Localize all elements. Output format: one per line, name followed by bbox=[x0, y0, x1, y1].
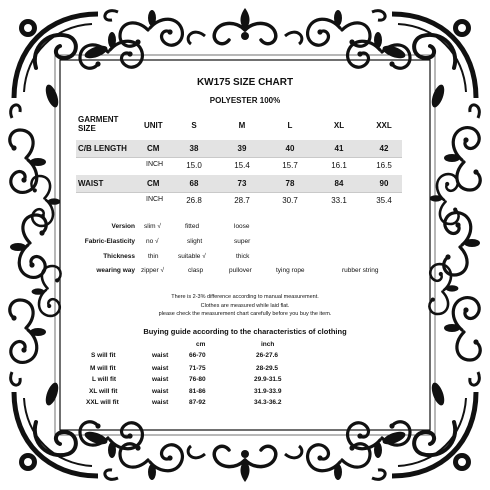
guide-inch: 29.9-31.5 bbox=[254, 376, 282, 383]
feature-option: super bbox=[234, 238, 251, 245]
feature-option: rubber string bbox=[342, 267, 379, 274]
size-header-l: L bbox=[287, 121, 293, 130]
table-cell: 15.7 bbox=[282, 161, 298, 170]
table-cell: 42 bbox=[379, 144, 389, 153]
table-divider bbox=[76, 192, 402, 193]
table-cell: 78 bbox=[285, 179, 295, 188]
feature-option: tying rope bbox=[276, 267, 305, 274]
feature-option: fitted bbox=[185, 223, 200, 230]
table-cell: 68 bbox=[189, 179, 199, 188]
table-cell: 16.1 bbox=[331, 161, 347, 170]
feature-option: slim √ bbox=[144, 223, 161, 230]
note-laid-flat: Clothes are measured while laid flat. bbox=[200, 303, 290, 309]
guide-part: waist bbox=[152, 376, 169, 383]
table-cell: 30.7 bbox=[282, 196, 298, 205]
guide-cm: 71-75 bbox=[189, 365, 206, 372]
guide-cm: 81-86 bbox=[189, 388, 206, 395]
table-cell: 41 bbox=[334, 144, 344, 153]
guide-size: XXL will fit bbox=[86, 399, 119, 406]
table-cell: 39 bbox=[237, 144, 247, 153]
row-unit: INCH bbox=[146, 161, 164, 168]
feature-option: suitable √ bbox=[178, 253, 206, 260]
garment-header-line1: GARMENT bbox=[78, 115, 119, 124]
garment-size-header bbox=[78, 115, 118, 133]
table-cell: 15.4 bbox=[234, 161, 250, 170]
table-cell: 33.1 bbox=[331, 196, 347, 205]
guide-part: waist bbox=[152, 365, 169, 372]
guide-inch: 26-27.6 bbox=[256, 352, 279, 359]
feature-option: zipper √ bbox=[141, 267, 165, 274]
row-label-cb-length: C/B LENGTH bbox=[78, 144, 127, 153]
feature-option: clasp bbox=[188, 267, 204, 274]
table-cell: 40 bbox=[285, 144, 295, 153]
table-cell: 73 bbox=[237, 179, 247, 188]
table-cell: 15.0 bbox=[186, 161, 202, 170]
feature-label-elasticity: Fabric-Elasticity bbox=[84, 238, 135, 245]
feature-option: loose bbox=[234, 223, 250, 230]
table-divider bbox=[76, 157, 402, 158]
feature-option: thick bbox=[236, 253, 250, 260]
note-measurement-difference: There is 2-3% difference according to manual measurement. bbox=[171, 294, 319, 300]
feature-label-version: Version bbox=[111, 223, 135, 230]
chart-title: KW175 SIZE CHART bbox=[196, 77, 294, 88]
table-cell: 26.8 bbox=[186, 196, 202, 205]
size-header-s: S bbox=[191, 121, 197, 130]
guide-part: waist bbox=[152, 388, 169, 395]
table-cell: 84 bbox=[334, 179, 344, 188]
buying-guide-inch-header: inch bbox=[261, 341, 275, 348]
guide-cm: 66-70 bbox=[189, 352, 206, 359]
guide-part: waist bbox=[152, 399, 169, 406]
buying-guide-title: Buying guide according to the characteristics of clothing bbox=[143, 327, 347, 336]
row-unit: CM bbox=[147, 144, 160, 153]
table-cell: 35.4 bbox=[376, 196, 392, 205]
row-unit: CM bbox=[147, 179, 160, 188]
guide-inch: 28-29.5 bbox=[256, 365, 279, 372]
size-header-xxl: XXL bbox=[376, 121, 392, 130]
feature-option: slight bbox=[187, 238, 203, 245]
feature-label-wearing-way: wearing way bbox=[96, 267, 135, 274]
garment-header-line2: SIZE bbox=[78, 124, 96, 133]
guide-cm: 87-92 bbox=[189, 399, 206, 406]
guide-part: waist bbox=[152, 352, 169, 359]
guide-size: L will fit bbox=[92, 376, 117, 383]
guide-size: S will fit bbox=[91, 352, 116, 359]
table-cell: 90 bbox=[379, 179, 389, 188]
guide-inch: 34.3-36.2 bbox=[254, 399, 282, 406]
table-cell: 16.5 bbox=[376, 161, 392, 170]
row-label-waist: WAIST bbox=[78, 179, 104, 188]
note-check-chart: please check the measurement chart carefully before you buy the item. bbox=[158, 311, 332, 317]
guide-cm: 76-80 bbox=[189, 376, 206, 383]
unit-header: UNIT bbox=[144, 121, 163, 130]
size-header-m: M bbox=[238, 121, 246, 130]
guide-inch: 31.9-33.9 bbox=[254, 388, 282, 395]
buying-guide-cm-header: cm bbox=[196, 341, 206, 348]
table-cell: 28.7 bbox=[234, 196, 250, 205]
feature-option: thin bbox=[148, 253, 159, 260]
guide-size: M will fit bbox=[90, 365, 116, 372]
guide-size: XL will fit bbox=[89, 388, 118, 395]
material-label: POLYESTER 100% bbox=[209, 96, 281, 105]
size-header-xl: XL bbox=[333, 121, 345, 130]
feature-label-thickness: Thickness bbox=[103, 253, 135, 260]
feature-option: no √ bbox=[146, 238, 159, 245]
table-cell: 38 bbox=[189, 144, 199, 153]
row-unit: INCH bbox=[146, 196, 164, 203]
feature-option: pullover bbox=[229, 267, 252, 274]
